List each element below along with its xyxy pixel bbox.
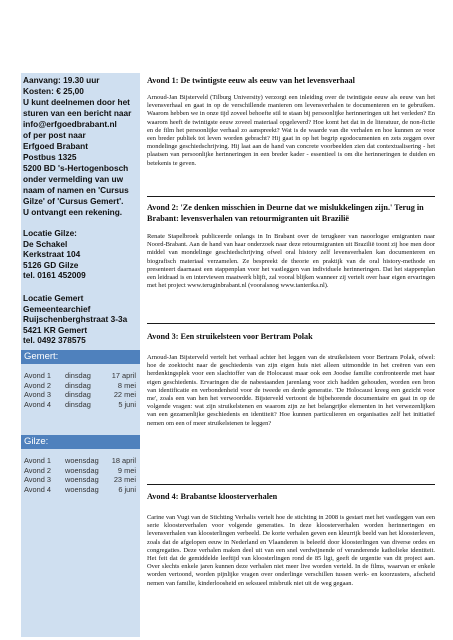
gilze-heading: Gilze: [21,435,140,449]
location-line: tel. 0492 378575 [23,335,86,346]
section-divider [147,323,435,324]
schedule-row: Avond 4 dinsdag 5 juni [24,400,136,410]
location-line: tel. 0161 452009 [23,270,86,281]
section-body-avond-3: Arnoud-Jan Bijsterveld vertelt het verhaal achter het leggen van de struikelsteen voor Bertram Polak, ofwel: hoe de zoektocht naar de geschiedenis van zijn eigen huis niet alleen uitmondde in het creëren van een herdenkingsplek voor een slachtoffer van de Holocaust maar ook een Joodse familie confronteerde met haar eigen geschiedenis. Ervaringen die de nabestaanden jarenlang voor zich hadden gehouden, worden een bron van identificatie en verbondenheid voor de tweede en derde generatie. 'De Holocaust kreeg een gezicht voor me', zoals een van hen het verwoordde. Bijsterveld vertoont de bijbehorende documentaire en gaat in op de volgende vragen: wat zijn struikelstenen en waarom zijn ze het belangrijke elementen in het verwezenlijken van een gezamenlijke geschiedenis en identiteit? Hoe kunnen particulieren en organisaties zelf het initiatief nemen om een of meer struikelstenen te leggen? [147,354,435,427]
schedule-row: Avond 1 dinsdag 17 april [24,371,136,380]
info-line: U kunt deelnemen door het [23,97,130,107]
gilze-schedule [24,456,136,495]
info-line: onder vermelding van uw [23,174,124,184]
location-line: 5126 GD Gilze [23,259,79,270]
location-line: Locatie Gemert [23,293,84,303]
registration-info [21,75,140,218]
info-line: 5200 BD 's-Hertogenbosch [23,163,129,173]
location-gemert [21,293,140,346]
section-title-avond-3: Avond 3: Een struikelsteen voor Bertram Polak [147,332,313,341]
schedule-row: Avond 3 dinsdag 22 mei [24,390,136,400]
location-line: Locatie Gilze: [23,228,77,238]
location-line: 5421 KR Gemert [23,324,88,335]
info-line: of per post naar [23,130,86,140]
info-line: sturen van een bericht naar [23,108,132,118]
info-line: Kosten: € 25,00 [23,86,84,96]
info-line: Postbus 1325 [23,152,77,162]
location-line: Kerkstraat 104 [23,249,81,260]
schedule-row: Avond 4 woensdag 6 juni [24,485,136,495]
location-gilze [21,228,140,281]
section-title-avond-2: Avond 2: 'Ze denken misschien in Deurne dat we mislukkelingen zijn.' Terug in Brabant: levensverhalen van retourmigranten uit Brazilië [147,203,424,223]
location-line: Gemeentearchief [23,303,91,314]
section-divider [147,484,435,485]
info-line: Gilze' of 'Cursus Gemert'. [23,196,124,206]
info-line: naam of namen en 'Cursus [23,185,129,195]
info-line: U ontvangt een rekening. [23,207,123,217]
schedule-row: Avond 3 woensdag 23 mei [24,475,136,485]
info-line: Aanvang: 19.30 uur [23,75,100,85]
gemert-schedule [24,371,136,410]
section-divider [147,196,435,197]
section-body-avond-2: Renate Stapelbroek publiceerde onlangs in In Brabant over de terugkeer van naoorlogse emigranten naar Noord-Brabant. Aan de hand van haar onderzoek naar deze retourmigranten uit Brazilië toont zij hoe men door middel van mondelinge geschiedschrijving ofwel oral history zelf levensverhalen kan documenteren en biografisch materiaal verzamelen. Ze bespreekt de theorie en praktijk van de oral history-methode en presenteert daarnaast een stappenplan voor het vastleggen van individuele herinneringen. Dat het stappenplan een leidraad is en interviewen maatwerk blijft, zal vooral blijken wanneer zij vertelt over haar eigen ervaringen met het project www.teruginbrabant.nl (vooralsnog www.tanterika.nl). [147,233,435,290]
info-sidebar [21,73,140,637]
section-title-avond-1: Avond 1: De twintigste eeuw als eeuw van het levensverhaal [147,76,355,85]
gemert-heading: Gemert: [21,350,140,364]
section-body-avond-4: Carine van Vugt van de Stichting Verhalis vertelt hoe de stichting in 2008 is gestart met het vastleggen van een serie kloosterverhalen voor volgende generaties. In deze kloosterverhalen worden herinneringen en levensverhalen van kloosterlingen verbeeld. De korte verhalen geven een kleurrijk beeld van het kloosterleven, zoals dat de afgelopen eeuw in Nederland en Vlaanderen is beleefd door kloosterlingen van diverse ordes en congregaties. Deze verhalen maken deel uit van een snel verdwijnende of veranderende katholieke identiteit. Het feit dat de gemiddelde leeftijd van kloosterlingen rond de 85 ligt, geeft de urgentie van dit project aan. Over slechts enkele jaren kunnen deze verhalen niet meer live worden verteld. In de films, waarvan er enkele worden vertoond, worden pijnlijke vragen over onderlinge verschillen tussen werk- en koorzusters, afscheid nemen van familie, kinderloosheid en seksueel misbruik niet uit de weg gegaan. [147,514,435,587]
section-title-avond-4: Avond 4: Brabantse kloosterverhalen [147,492,278,501]
section-body-avond-1: Arnoud-Jan Bijsterveld (Tilburg University) verzorgt een inleiding over de twintigste eeuw als eeuw van het levensverhaal en gaat in op de verschillende manieren om levensverhalen te documenteren en te gebruiken. Waarom hebben we in onze tijd zoveel behoefte stil te staan bij persoonlijke herinneringen uit het verleden? En waarom heeft de twintigste eeuw zoveel materiaal opgeleverd? Hoe komt het dat in de literatuur, de non-fictie en de film het persoonlijke verhaal zo aanspreekt? Wat is de waarde van die verhalen en hoe kunnen ze voor een breder publiek tot leven worden gebracht? Hij gaat in op het begrip egodocumenten en zets zeggen over mondelinge geschiedschrijving. Hij laat aan de hand van concrete voorbeelden zien dat contextualisering - het plaatsen van persoonlijke herinneringen in een breder kader - essentieel is om die herinneringen te duiden en betekenis te geven. [147,94,435,167]
info-line: Erfgoed Brabant [23,141,88,151]
schedule-row: Avond 1 woensdag 18 april [24,456,136,465]
location-line: Ruijschenberghstraat 3-3a [23,314,128,325]
schedule-row: Avond 2 woensdag 9 mei [24,465,136,475]
schedule-row: Avond 2 dinsdag 8 mei [24,380,136,390]
email-address[interactable]: info@erfgoedbrabant.nl [23,119,117,129]
location-line: De Schakel [23,238,68,249]
